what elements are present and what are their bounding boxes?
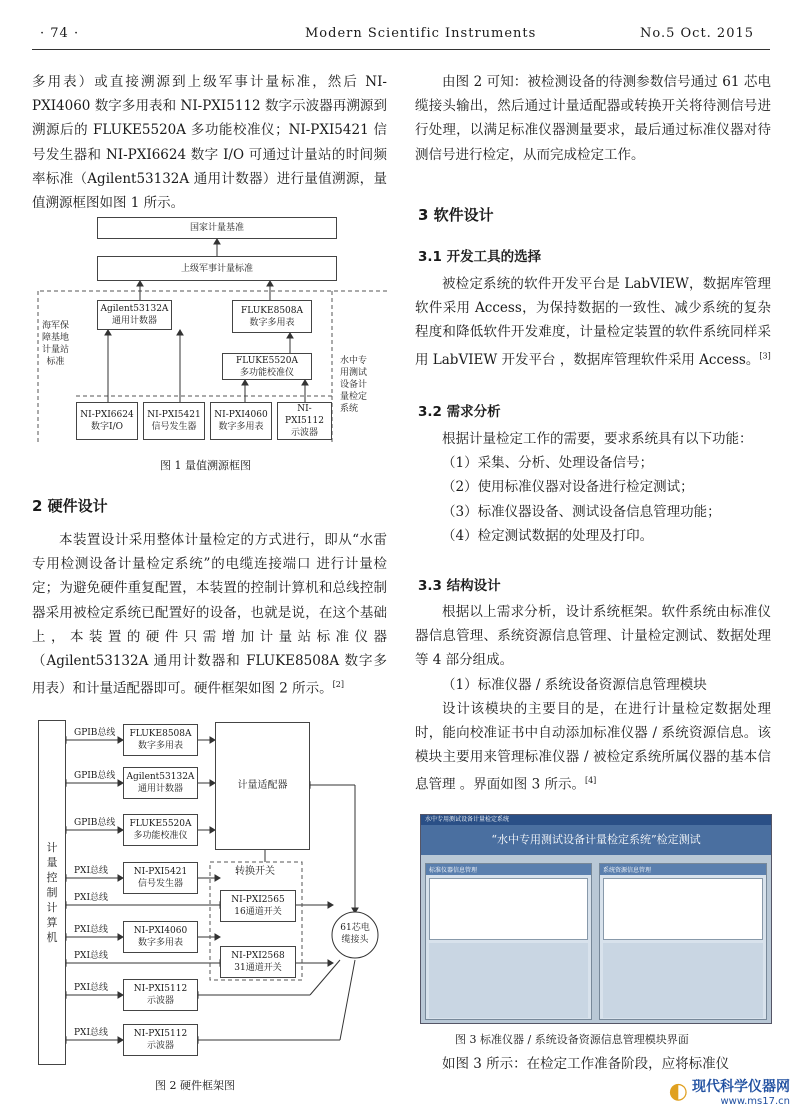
watermark-text: 现代科学仪器网 [692,1079,790,1095]
section-3-1-paragraph: 被检定系统的软件开发平台是 LabVIEW，数据库管理软件采用 Access，为保持数据的一致性、减少系统的复杂程度和降低软件开发难度，计量检定装置的软件系统同样采用 LabVIEW 开发平台 ，数据库管理软件采用 Access。[3] [415,276,771,369]
fig3-right-panel-title: 系统资源信息管理 [600,864,766,875]
page-number: · 74 · [40,26,80,41]
fig3-right-table [603,878,763,940]
section-3-title: 3 软件设计 [418,206,494,224]
ref-3: [3] [759,351,771,361]
fig1-national-standard: 国家计量基准 [97,217,337,239]
fig1-fluke8508: FLUKE8508A 数字多用表 [232,300,312,333]
fig1-caption: 图 1 量值溯源框图 [160,459,251,472]
fig3-app-title: “水中专用测试设备计量检定系统”检定测试 [421,825,771,855]
fig1-pxi5112: NI-PXI5112 示波器 [277,402,332,440]
fig1-pxi4060: NI-PXI4060 数字多用表 [210,402,272,440]
section-3-3-body: 根据以上需求分析，设计系统框架。软件系统由标准仪器信息管理、系统资源信息管理、计量检定测试、数据处理等 4 部分组成。 （1）标准仪器 / 系统设备资源信息管理模块 设计该模块的主要目的是，在进行计量检定数据处理时，能向校准证书中自动添加标准仪器 / 系统资源信息。该模块主要用来管理标准仪器 / 被检定系统所属仪器的基本信息管理 。界面如图 3 所示。[4] [415,604,771,793]
fig1-agilent-counter: Agilent53132A 通用计数器 [97,300,172,330]
ref-2: [2] [332,680,345,690]
fig1-pxi6624: NI-PXI6624 数字I/O [76,402,138,440]
fig2-pxi5112-a: NI-PXI5112 示波器 [123,979,198,1011]
list-item: （3）标准仪器设备、测试设备信息管理功能； [442,503,721,520]
fig2-adapter: 计量适配器 [215,722,310,850]
fig2-bus-label: PXI总线 [74,1028,109,1038]
fig2-bus-label: PXI总线 [74,925,109,935]
fig2-pxi5421: NI-PXI5421 信号发生器 [123,862,198,894]
fig2-control-computer: 计 量 控 制 计 算 机 [38,720,66,1065]
fig2-fluke8508: FLUKE8508A 数字多用表 [123,724,198,756]
fig2-pxi4060: NI-PXI4060 数字多用表 [123,921,198,953]
ref-4: [4] [584,776,597,786]
fig1-right-label: 水中专 用测试 设备计 量检定 系统 [340,356,368,414]
fig1-fluke5520: FLUKE5520A 多功能校准仪 [222,353,312,380]
section-2-title: 2 硬件设计 [32,497,108,515]
fig3-left-panel-title: 标准仪器信息管理 [426,864,591,875]
fig2-pxi2568: NI-PXI2568 31通道开关 [220,946,296,978]
fig3-left-table [429,878,588,940]
section-3-3-title: 3.3 结构设计 [418,578,501,594]
journal-name: Modern Scientific Instruments [305,26,537,41]
fig3-right-form [603,943,763,1018]
fig2-caption: 图 2 硬件框架图 [155,1079,235,1092]
left-intro: 多用表）或直接溯源到上级军事计量标准，然后 NI-PXI4060 数字多用表和 NI-PXI5112 数字示波器再溯源到溯源后的 FLUKE5520A 多功能校准仪；NI-PXI5421 信号发生器和 NI-PXI6624 数字 I/O 可通过计量站的时间频率标准（Agilent53132A 通用计数器）进行量值溯源，量值溯源框图如图 1 所示。 [32,74,387,212]
fig3-caption: 图 3 标准仪器 / 系统设备资源信息管理模块界面 [455,1033,689,1046]
fig2-pxi5112-b: NI-PXI5112 示波器 [123,1024,198,1056]
section-3-1-title: 3.1 开发工具的选择 [418,249,542,265]
fig2-bus-label: GPIB总线 [74,818,116,828]
list-item: （1）采集、分析、处理设备信号； [442,455,654,472]
fig2-pxi2565: NI-PXI2565 16通道开关 [220,890,296,922]
section-3-2-title: 3.2 需求分析 [418,404,501,420]
figure-3-screenshot [420,814,772,1024]
fig3-left-form [429,943,588,1018]
fig2-bus-label: PXI总线 [74,951,109,961]
section-2-paragraph: 本装置设计采用整体计量检定的方式进行，即从“水雷专用检测设备计量检定系统”的电缆连接端口 进行计量检定；为避免硬件重复配置，本装置的控制计算机和总线控制器采用被检定系统已配置好的设备，也就是说，在这个基础上，本装置的硬件只需增加计量站标准仪器（Agilent53132A 通用计数器和 FLUKE8508A 数字多用表）和计量适配器即可。硬件框架如图 2 所示。[2] [32,532,387,697]
watermark [669,1076,790,1107]
fig2-connector: 61芯电 缆接头 [340,923,370,945]
section-3-2-body: 根据计量检定工作的需要，要求系统具有以下功能： （1）采集、分析、处理设备信号； （2）使用标准仪器对设备进行检定测试； （3）标准仪器设备、测试设备信息管理功能； （4）检定测试数据的处理及打印。 [415,427,771,548]
fig3-titlebar: 水中专用测试设备计量检定系统 [421,815,771,825]
fig2-switch-title: 转换开关 [235,866,275,877]
list-item: （4）检定测试数据的处理及打印。 [442,527,654,544]
fig2-bus-label: PXI总线 [74,893,109,903]
watermark-logo-icon: ◐ [668,1079,688,1104]
fig2-bus-label: PXI总线 [74,866,109,876]
fig2-bus-label: PXI总线 [74,983,109,993]
watermark-url: www.ms17.cn [720,1096,790,1107]
right-intro: 由图 2 可知：被检测设备的待测参数信号通过 61 芯电缆接头输出，然后通过计量适配器或转换开关将待测信号进行处理，以满足标准仪器测量要求，最后通过标准仪器对待测信号进行检定，从而完成检定工作。 [415,74,771,163]
issue-info: No.5 Oct. 2015 [640,26,755,41]
fig2-fluke5520: FLUKE5520A 多功能校准仪 [123,814,198,846]
fig2-bus-label: GPIB总线 [74,728,116,738]
fig1-left-label: 海军保 障基地 计量站 标准 [42,321,70,367]
list-item: （2）使用标准仪器对设备进行检定测试； [442,479,694,496]
fig1-pxi5421: NI-PXI5421 信号发生器 [143,402,205,440]
fig2-agilent-counter: Agilent53132A 通用计数器 [123,767,198,799]
last-line: 如图 3 所示：在检定工作准备阶段，应将标准仪 [442,1056,730,1072]
fig2-bus-label: GPIB总线 [74,771,116,781]
fig1-military-standard: 上级军事计量标准 [97,256,337,281]
